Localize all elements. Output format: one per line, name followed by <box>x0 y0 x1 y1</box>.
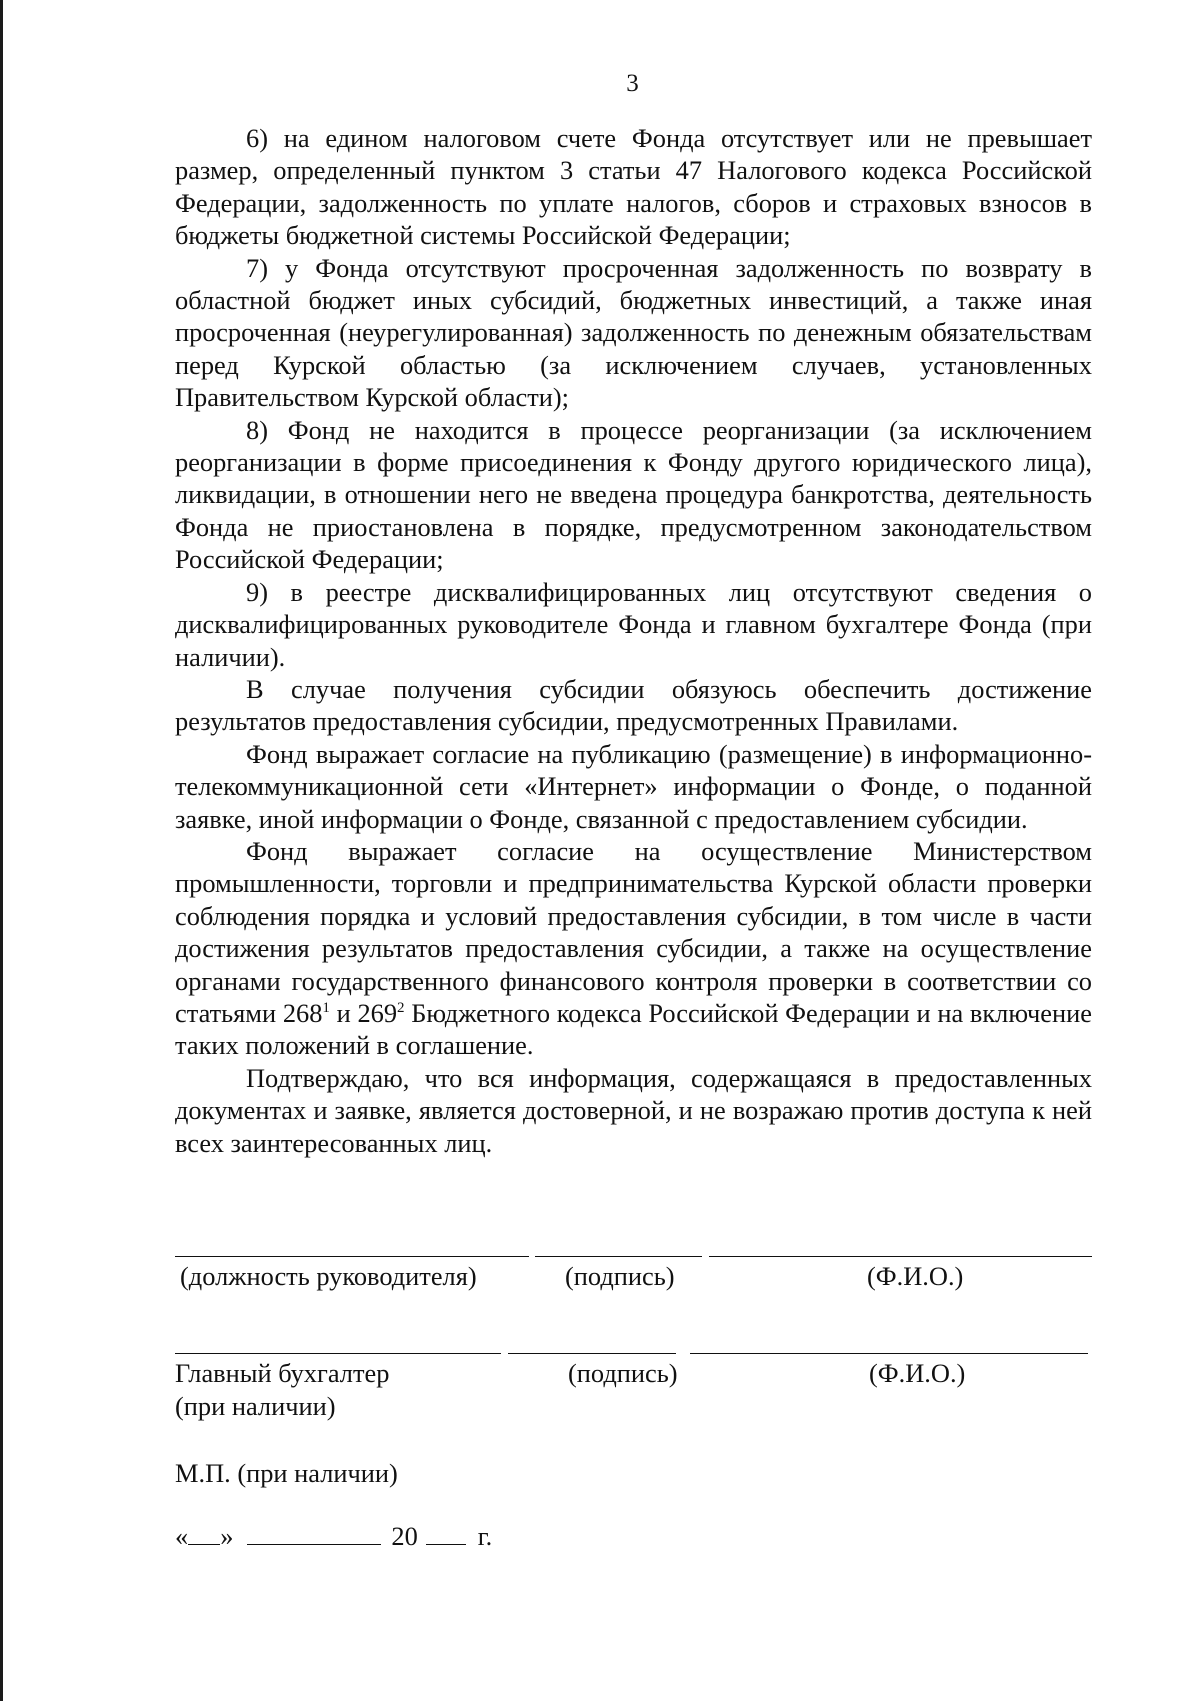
year-blank <box>426 1522 466 1545</box>
page-number: 3 <box>626 70 639 97</box>
date-open-quote: « <box>175 1521 189 1551</box>
audit-consent-text-3: Бюджетного кодекса Российской Федерации и на включение таких положений в соглашение. <box>175 997 1092 1061</box>
condition-9-paragraph: 9) в реестре дисквалифицированных лиц отсутствуют сведения о дисквалифицированных руководителе Фонда и главном бухгалтере Фонда (при наличии). <box>175 576 1092 672</box>
audit-consent-text-1: Фонд выражает согласие на осуществление Министерством промышленности, торговли и предпринимательства Курской области проверки соблюдения порядка и условий предоставления субсидии, в том числе в части достижения результатов предоставления субсидии, а также на осуществление органами государственного финансового контроля проверки в соответствии со статьями 268 <box>175 835 1092 1028</box>
condition-7-paragraph: 7) у Фонда отсутствуют просроченная задолженность по возврату в областной бюджет иных субсидий, бюджетных инвестиций, а также иная просроченная (неурегулированная) задолженность по денежным обязательствам перед Курской областью (за исключением случаев, установленных Правительством Курской области); <box>175 252 1092 413</box>
head-name-label: (Ф.И.О.) <box>867 1261 964 1291</box>
head-signature-label: (подпись) <box>565 1261 675 1291</box>
condition-6-paragraph: 6) на едином налоговом счете Фонда отсутствует или не превышает размер, определенный пунктом 3 статьи 47 Налогового кодекса Российской Федерации, задолженность по уплате налогов, сборов и страховых взносов в бюджеты бюджетной системы Российской Федерации; <box>175 123 1092 251</box>
document-body <box>175 122 1092 1159</box>
head-signature-line <box>535 1256 702 1257</box>
head-name-line <box>709 1256 1092 1257</box>
accountant-title-line <box>175 1353 501 1354</box>
date-year-suffix: г. <box>477 1521 493 1551</box>
article-269-superscript: 2 <box>397 1000 405 1017</box>
audit-consent-text-2: и 269 <box>329 997 398 1028</box>
obligation-paragraph: В случае получения субсидии обязуюсь обеспечить достижение результатов предоставления субсидии, предусмотренных Правилами. <box>175 673 1092 737</box>
accountant-name-label: (Ф.И.О.) <box>869 1358 966 1388</box>
article-268-superscript: 1 <box>322 1000 330 1017</box>
day-blank <box>188 1522 220 1545</box>
scan-left-edge <box>0 0 3 1701</box>
confirmation-paragraph: Подтверждаю, что вся информация, содержащаяся в предоставленных документах и заявке, является достоверной, и не возражаю против доступа к ней всех заинтересованных лиц. <box>175 1062 1092 1158</box>
condition-8-paragraph: 8) Фонд не находится в процессе реорганизации (за исключением реорганизации в форме присоединения к Фонду другого юридического лица), ликвидации, в отношении него не введена процедура банкротства, деятельность Фонда не приостановлена в порядке, предусмотренном законодательством Российской Федерации; <box>175 414 1092 575</box>
accountant-name-line <box>690 1353 1088 1354</box>
accountant-title: Главный бухгалтер <box>175 1358 390 1388</box>
head-position-line <box>175 1256 529 1257</box>
accountant-signature-label: (подпись) <box>568 1358 678 1388</box>
stamp-label: М.П. (при наличии) <box>175 1458 398 1488</box>
audit-consent-paragraph <box>175 835 1092 1062</box>
head-position-label: (должность руководителя) <box>180 1261 477 1291</box>
date-close-quote: » <box>220 1521 234 1551</box>
date-century: 20 <box>391 1521 418 1551</box>
month-blank <box>247 1522 381 1545</box>
accountant-note: (при наличии) <box>175 1391 336 1421</box>
date-line <box>175 1520 492 1552</box>
publication-consent-paragraph: Фонд выражает согласие на публикацию (размещение) в информационно-телекоммуникационной сети «Интернет» информации о Фонде, о поданной заявке, иной информации о Фонде, связанной с предоставлением субсидии. <box>175 738 1092 834</box>
accountant-signature-line <box>508 1353 676 1354</box>
